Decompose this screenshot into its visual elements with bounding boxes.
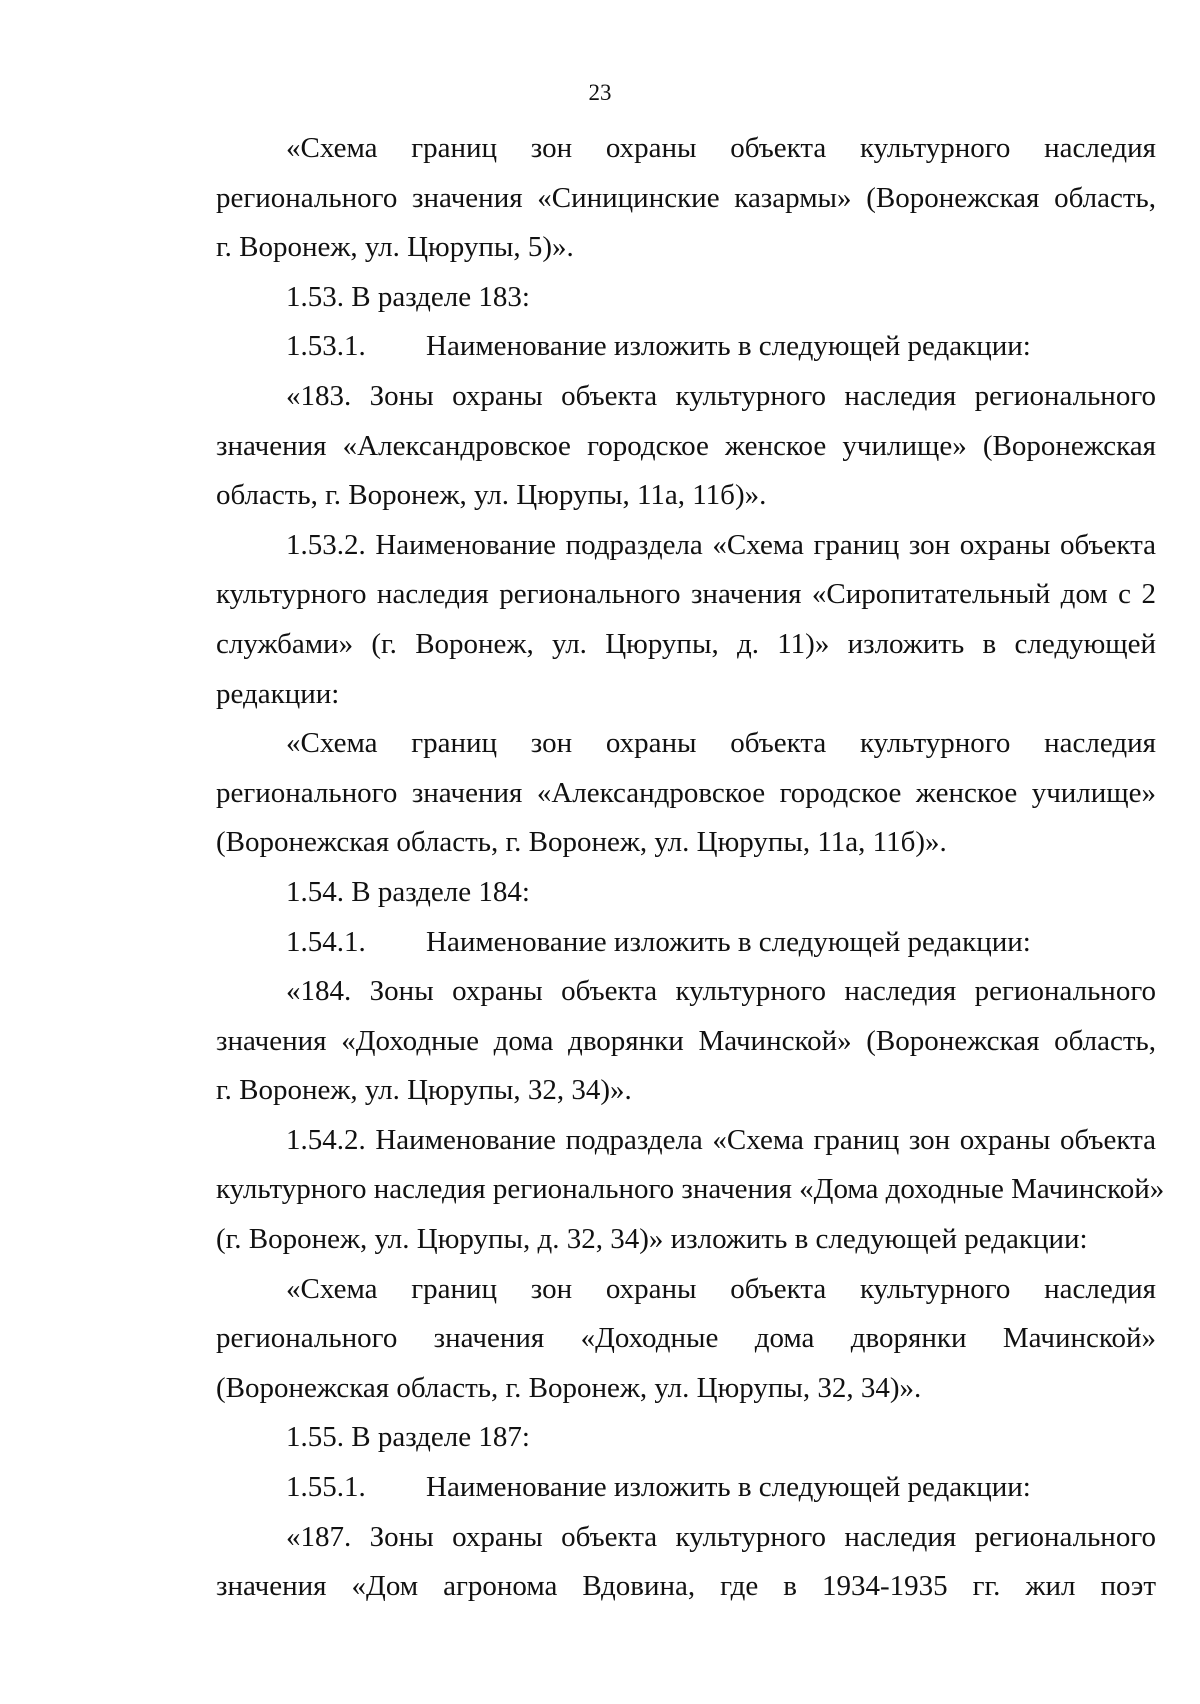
text-line: «183. Зоны охраны объекта культурного наследия регионального bbox=[286, 379, 1156, 412]
text-line: г. Воронеж, ул. Цюрупы, 32, 34)». bbox=[216, 1074, 632, 1107]
clause-text: Наименование изложить в следующей редакции: bbox=[426, 925, 1031, 958]
text-line: область, г. Воронеж, ул. Цюрупы, 11а, 11б)». bbox=[216, 479, 767, 512]
document-body bbox=[216, 124, 1165, 1612]
clause-text: Наименование изложить в следующей редакции: bbox=[426, 1471, 1031, 1504]
clause-number: 1.55.1. bbox=[286, 1471, 366, 1504]
text-line: (г. Воронеж, ул. Цюрупы, д. 32, 34)» изложить в следующей редакции: bbox=[216, 1223, 1088, 1256]
text-line: культурного наследия регионального значения «Дома доходные Мачинской» bbox=[216, 1173, 1165, 1206]
text-line bbox=[216, 1463, 1156, 1513]
text-line: 1.55. В разделе 187: bbox=[286, 1421, 530, 1454]
text-line: значения «Доходные дома дворянки Мачинской» (Воронежская область, bbox=[216, 1024, 1156, 1057]
text-line: значения «Александровское городское женское училище» (Воронежская bbox=[216, 429, 1156, 462]
text-line: «Схема границ зон охраны объекта культурного наследия bbox=[286, 1272, 1156, 1305]
text-line: редакции: bbox=[216, 677, 340, 710]
text-line: службами» (г. Воронеж, ул. Цюрупы, д. 11)» изложить в следующей bbox=[216, 627, 1156, 660]
text-line: «Схема границ зон охраны объекта культурного наследия bbox=[286, 132, 1156, 164]
text-line: г. Воронеж, ул. Цюрупы, 5)». bbox=[216, 231, 574, 264]
text-line bbox=[216, 322, 1156, 372]
text-line: «184. Зоны охраны объекта культурного наследия регионального bbox=[286, 975, 1156, 1008]
text-line: регионального значения «Александровское городское женское училище» bbox=[216, 776, 1156, 809]
text-line: 1.53.2. Наименование подраздела «Схема границ зон охраны объекта bbox=[286, 528, 1156, 561]
text-line: культурного наследия регионального значения «Сиропитательный дом с 2 bbox=[216, 578, 1156, 611]
clause-text: Наименование изложить в следующей редакции: bbox=[426, 330, 1031, 363]
text-line: (Воронежская область, г. Воронеж, ул. Цюрупы, 11а, 11б)». bbox=[216, 826, 947, 859]
clause-number: 1.53.1. bbox=[286, 330, 366, 363]
text-line: значения «Дом агронома Вдовина, где в 1934-1935 гг. жил поэт bbox=[216, 1570, 1156, 1603]
text-line: 1.54.2. Наименование подраздела «Схема границ зон охраны объекта bbox=[286, 1123, 1156, 1156]
text-line: «Схема границ зон охраны объекта культурного наследия bbox=[286, 727, 1156, 760]
text-line: 1.54. В разделе 184: bbox=[286, 875, 530, 908]
text-line: «187. Зоны охраны объекта культурного наследия регионального bbox=[286, 1520, 1156, 1553]
text-line bbox=[216, 918, 1156, 968]
clause-number: 1.54.1. bbox=[286, 925, 366, 958]
page-number: 23 bbox=[588, 80, 612, 105]
text-line: регионального значения «Доходные дома дворянки Мачинской» bbox=[216, 1322, 1156, 1355]
text-line: 1.53. В разделе 183: bbox=[286, 280, 530, 313]
text-line: (Воронежская область, г. Воронеж, ул. Цюрупы, 32, 34)». bbox=[216, 1371, 922, 1404]
text-line: регионального значения «Синицинские казармы» (Воронежская область, bbox=[216, 181, 1156, 214]
